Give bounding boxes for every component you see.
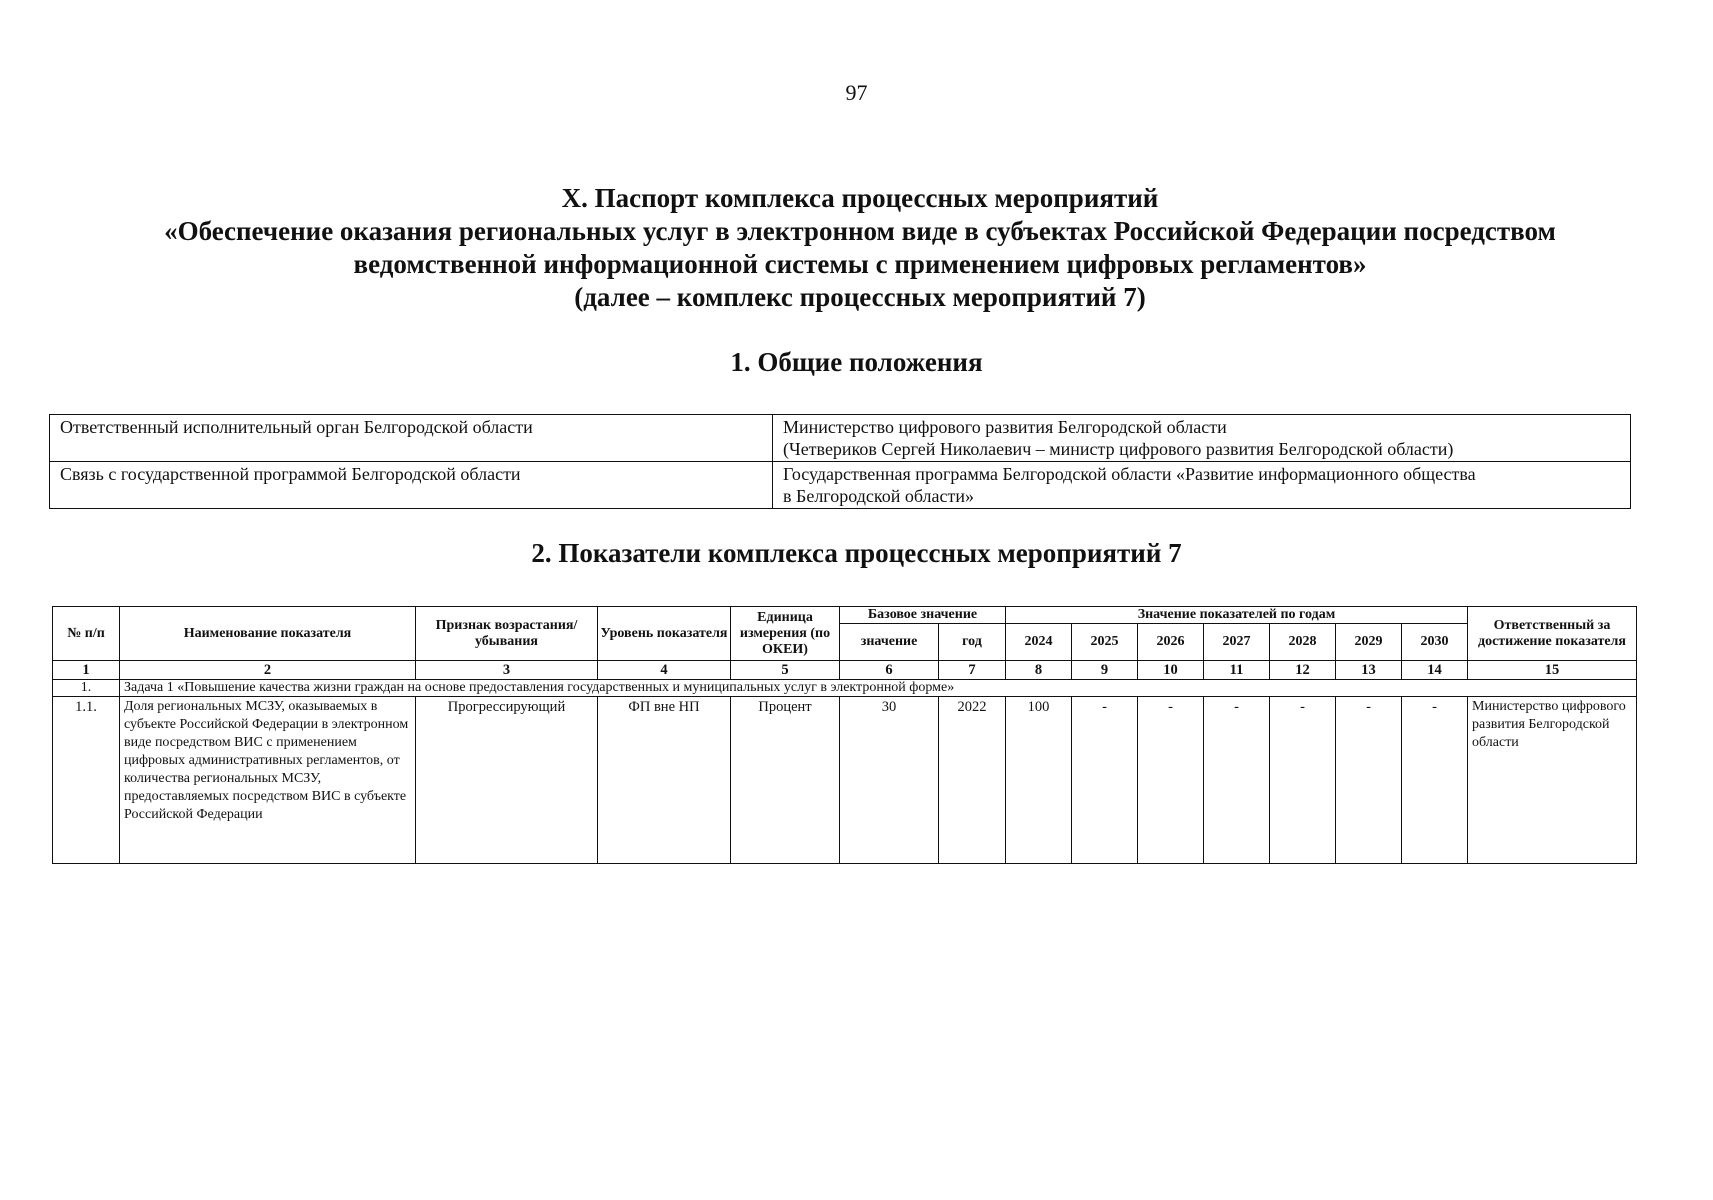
column-number: 3 bbox=[416, 661, 598, 680]
indicator-level: ФП вне НП bbox=[598, 697, 731, 864]
base-value: 30 bbox=[840, 697, 939, 864]
base-year: 2022 bbox=[939, 697, 1006, 864]
header-year: 2029 bbox=[1336, 624, 1402, 661]
column-number: 12 bbox=[1270, 661, 1336, 680]
column-number: 5 bbox=[731, 661, 840, 680]
column-number: 7 bbox=[939, 661, 1006, 680]
value-line: в Белгородской области» bbox=[783, 486, 975, 506]
responsible: Министерство цифрового развития Белгородской области bbox=[1468, 697, 1637, 864]
header-year: 2030 bbox=[1402, 624, 1468, 661]
header-responsible: Ответственный за достижение показателя bbox=[1468, 607, 1637, 661]
value-line: Министерство цифрового развития Белгородской области bbox=[783, 417, 1227, 437]
header-by-years: Значение показателей по годам bbox=[1006, 607, 1468, 624]
header-base-year: год bbox=[939, 624, 1006, 661]
title-line-3: ведомственной информационной системы с применением цифровых регламентов» bbox=[353, 249, 1367, 279]
column-number: 2 bbox=[120, 661, 416, 680]
general-row bbox=[50, 415, 1631, 462]
indicator-name: Доля региональных МСЗУ, оказываемых в субъекте Российской Федерации в электронном виде посредством ВИС с применением цифровых административных регламентов, от количества региональных МСЗУ, предоставляемых посредством ВИС в субъекте Российской Федерации bbox=[120, 697, 416, 864]
column-number: 15 bbox=[1468, 661, 1637, 680]
section-2-title: 2. Показатели комплекса процессных мероприятий 7 bbox=[531, 538, 1182, 568]
year-value: - bbox=[1138, 697, 1204, 864]
column-number: 9 bbox=[1072, 661, 1138, 680]
row-num: 1.1. bbox=[53, 697, 120, 864]
header-year: 2026 bbox=[1138, 624, 1204, 661]
column-number: 1 bbox=[53, 661, 120, 680]
header-year: 2025 bbox=[1072, 624, 1138, 661]
column-number-row bbox=[53, 661, 1637, 680]
document-title bbox=[60, 182, 1660, 314]
header-name: Наименование показателя bbox=[120, 607, 416, 661]
table-row bbox=[53, 697, 1637, 864]
year-value: - bbox=[1402, 697, 1468, 864]
general-row-value bbox=[773, 462, 1631, 509]
header-unit: Единица измерения (по ОКЕИ) bbox=[731, 607, 840, 661]
header-sign: Признак возрастания/ убывания bbox=[416, 607, 598, 661]
column-number: 11 bbox=[1204, 661, 1270, 680]
header-base: Базовое значение bbox=[840, 607, 1006, 624]
year-value: - bbox=[1336, 697, 1402, 864]
column-number: 8 bbox=[1006, 661, 1072, 680]
general-row bbox=[50, 462, 1631, 509]
general-row-label: Ответственный исполнительный орган Белгородской области bbox=[50, 415, 773, 462]
value-line: (Четвериков Сергей Николаевич – министр цифрового развития Белгородской области) bbox=[783, 439, 1454, 459]
title-line-2: «Обеспечение оказания региональных услуг в электронном виде в субъектах Российской Федерации посредством bbox=[164, 216, 1556, 246]
header-level: Уровень показателя bbox=[598, 607, 731, 661]
indicators-table bbox=[52, 606, 1637, 864]
general-row-label: Связь с государственной программой Белгородской области bbox=[50, 462, 773, 509]
header-year: 2027 bbox=[1204, 624, 1270, 661]
column-number: 6 bbox=[840, 661, 939, 680]
general-row-value bbox=[773, 415, 1631, 462]
task-row bbox=[53, 680, 1637, 697]
task-num: 1. bbox=[53, 680, 120, 697]
header-row bbox=[53, 607, 1637, 624]
column-number: 10 bbox=[1138, 661, 1204, 680]
task-text: Задача 1 «Повышение качества жизни граждан на основе предоставления государственных и муниципальных услуг в электронной форме» bbox=[120, 680, 1637, 697]
header-year: 2028 bbox=[1270, 624, 1336, 661]
value-line: Государственная программа Белгородской области «Развитие информационного общества bbox=[783, 464, 1476, 484]
header-base-value: значение bbox=[840, 624, 939, 661]
year-value: - bbox=[1270, 697, 1336, 864]
column-number: 13 bbox=[1336, 661, 1402, 680]
year-value: - bbox=[1072, 697, 1138, 864]
general-provisions-table bbox=[49, 414, 1631, 509]
section-1-title: 1. Общие положения bbox=[730, 347, 983, 377]
column-number: 14 bbox=[1402, 661, 1468, 680]
title-line-1: X. Паспорт комплекса процессных мероприятий bbox=[561, 183, 1159, 213]
column-number: 4 bbox=[598, 661, 731, 680]
indicator-sign: Прогрессирующий bbox=[416, 697, 598, 864]
title-line-4: (далее – комплекс процессных мероприятий 7) bbox=[574, 282, 1146, 312]
year-value: 100 bbox=[1006, 697, 1072, 864]
indicator-unit: Процент bbox=[731, 697, 840, 864]
year-value: - bbox=[1204, 697, 1270, 864]
page-number: 97 bbox=[845, 80, 868, 105]
header-num: № п/п bbox=[53, 607, 120, 661]
header-year: 2024 bbox=[1006, 624, 1072, 661]
